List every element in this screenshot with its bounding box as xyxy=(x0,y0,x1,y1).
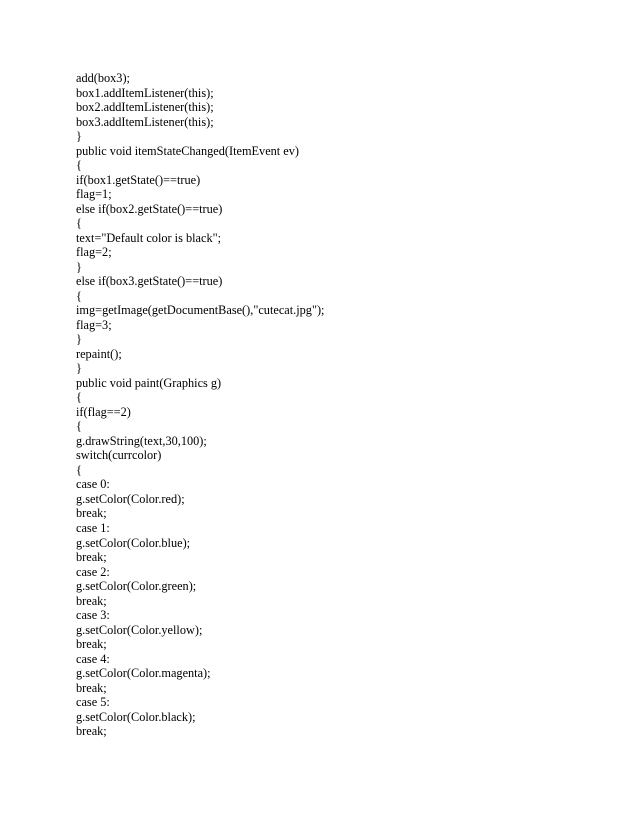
code-line: { xyxy=(76,419,82,434)
code-line: add(box3); xyxy=(76,71,130,85)
code-line: } xyxy=(76,129,82,144)
code-line: g.setColor(Color.red); xyxy=(76,491,185,506)
code-line: img=getImage(getDocumentBase(),"cutecat.jpg"); xyxy=(76,303,325,318)
code-line: case 4: xyxy=(76,651,110,666)
code-line: } xyxy=(76,259,82,274)
code-line: repaint(); xyxy=(76,346,122,361)
code-line: text="Default color is black"; xyxy=(76,230,222,245)
code-listing xyxy=(76,71,324,739)
code-line: g.setColor(Color.magenta); xyxy=(76,666,211,681)
code-line: else if(box2.getState()==true) xyxy=(76,201,223,216)
code-line: g.setColor(Color.blue); xyxy=(76,535,191,550)
code-line: case 3: xyxy=(76,608,110,623)
code-line: box1.addItemListener(this); xyxy=(76,85,214,100)
code-line: public void paint(Graphics g) xyxy=(76,375,222,390)
code-line: break; xyxy=(76,637,107,652)
code-line: g.setColor(Color.yellow); xyxy=(76,622,203,637)
code-line: flag=2; xyxy=(76,245,112,260)
code-line: else if(box3.getState()==true) xyxy=(76,274,223,289)
code-line: { xyxy=(76,288,82,303)
code-line: case 2: xyxy=(76,564,110,579)
code-line: } xyxy=(76,361,82,376)
code-line: flag=1; xyxy=(76,187,112,202)
code-line: case 5: xyxy=(76,695,110,710)
code-line: break; xyxy=(76,506,107,521)
code-line: g.drawString(text,30,100); xyxy=(76,433,207,448)
code-line: g.setColor(Color.green); xyxy=(76,579,197,594)
code-line: g.setColor(Color.black); xyxy=(76,709,196,724)
code-line: flag=3; xyxy=(76,317,112,332)
code-line: if(flag==2) xyxy=(76,404,131,419)
code-line: box2.addItemListener(this); xyxy=(76,100,214,115)
code-line: } xyxy=(76,332,82,347)
code-line: { xyxy=(76,216,82,231)
code-line: break; xyxy=(76,680,107,695)
code-line: public void itemStateChanged(ItemEvent ev) xyxy=(76,143,299,158)
code-line: break; xyxy=(76,593,107,608)
code-line: { xyxy=(76,390,82,405)
code-line: if(box1.getState()==true) xyxy=(76,172,201,187)
code-line: case 0: xyxy=(76,477,110,492)
code-line: switch(currcolor) xyxy=(76,448,162,463)
code-line: { xyxy=(76,462,82,477)
code-line: { xyxy=(76,158,82,173)
code-line: case 1: xyxy=(76,520,110,535)
code-line: break; xyxy=(76,724,107,739)
code-line: box3.addItemListener(this); xyxy=(76,114,214,129)
code-line: break; xyxy=(76,550,107,565)
